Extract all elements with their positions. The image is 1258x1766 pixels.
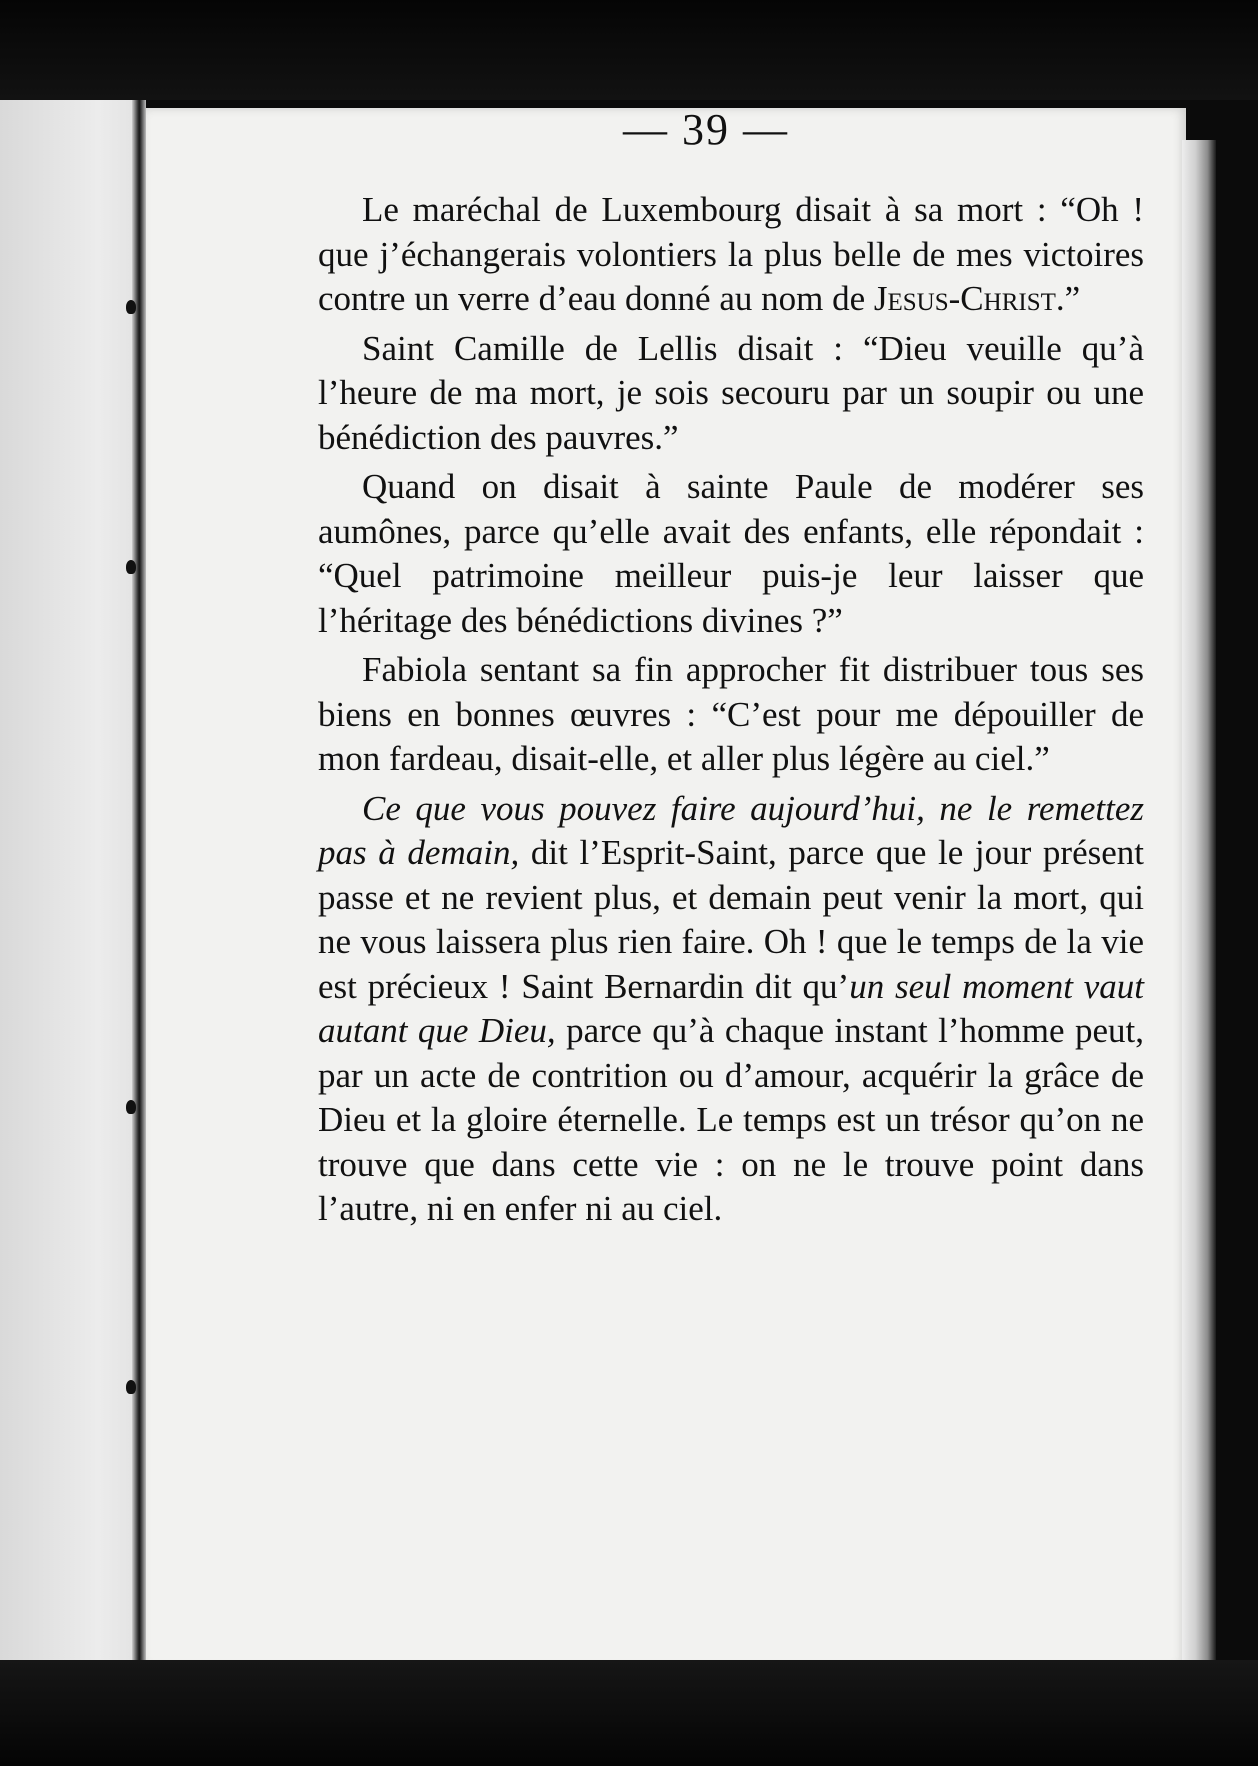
page-body xyxy=(318,188,1144,1237)
right-page-edge xyxy=(1182,140,1216,1660)
scan-background-bottom xyxy=(0,1660,1258,1766)
small-caps-name: Jesus-Christ xyxy=(873,279,1056,318)
italic-quote: Ce que vous pouvez faire aujourd’hui, ne le remettez pas à demain, xyxy=(318,788,1144,872)
paragraph-text: parce qu’à chaque instant l’homme peut, par un acte de contrition ou d’amour, acquérir la grâce de Dieu et la gloire éternelle. Le temps est un trésor qu’on ne trouve que dans cette vie : on ne le trouve point dans l’autre, ni en enfer ni au ciel. xyxy=(318,1011,1144,1228)
paragraph: Fabiola sentant sa fin approcher fit distribuer tous ses biens en bonnes œuvres : “C’est pour me dépouiller de mon fardeau, disait-elle, et aller plus légère au ciel.” xyxy=(318,650,1144,778)
page-number: — 39 — xyxy=(623,105,789,154)
paragraph-text: dit l’Esprit-Saint, parce que le jour présent passe et ne revient plus, et demain peut venir la mort, qui ne vous laissera plus rien faire. Oh ! que le temps de la vie est précieux ! Saint Bernardin dit qu’ xyxy=(318,833,1144,1006)
paragraph: Quand on disait à sainte Paule de modérer ses aumônes, parce qu’elle avait des enfants, elle répondait : “Quel patrimoine meilleur puis-je leur laisser que l’héritage des bénédictions divines ?” xyxy=(318,467,1144,640)
italic-quote: un seul moment vaut autant que Dieu, xyxy=(318,966,1144,1050)
book-gutter xyxy=(132,100,146,1660)
binding-mark xyxy=(126,300,136,314)
paragraph: Saint Camille de Lellis disait : “Dieu veuille qu’à l’heure de ma mort, je sois secouru par un soupir ou une bénédiction des pauvres.” xyxy=(318,328,1144,457)
paragraph-text: .” xyxy=(1055,279,1081,318)
left-page-edge xyxy=(0,100,140,1660)
paragraph xyxy=(318,787,1144,1232)
book-page xyxy=(146,105,1186,1668)
binding-mark xyxy=(126,1380,136,1394)
binding-mark xyxy=(126,1100,136,1114)
paragraph-text: Le maréchal de Luxembourg disait à sa mort : “Oh ! que j’échangerais volontiers la plus belle de mes victoires contre un verre d’eau donné au nom de xyxy=(318,190,1144,318)
scan-background-top xyxy=(0,0,1258,100)
paragraph xyxy=(318,188,1144,322)
binding-mark xyxy=(126,560,136,574)
